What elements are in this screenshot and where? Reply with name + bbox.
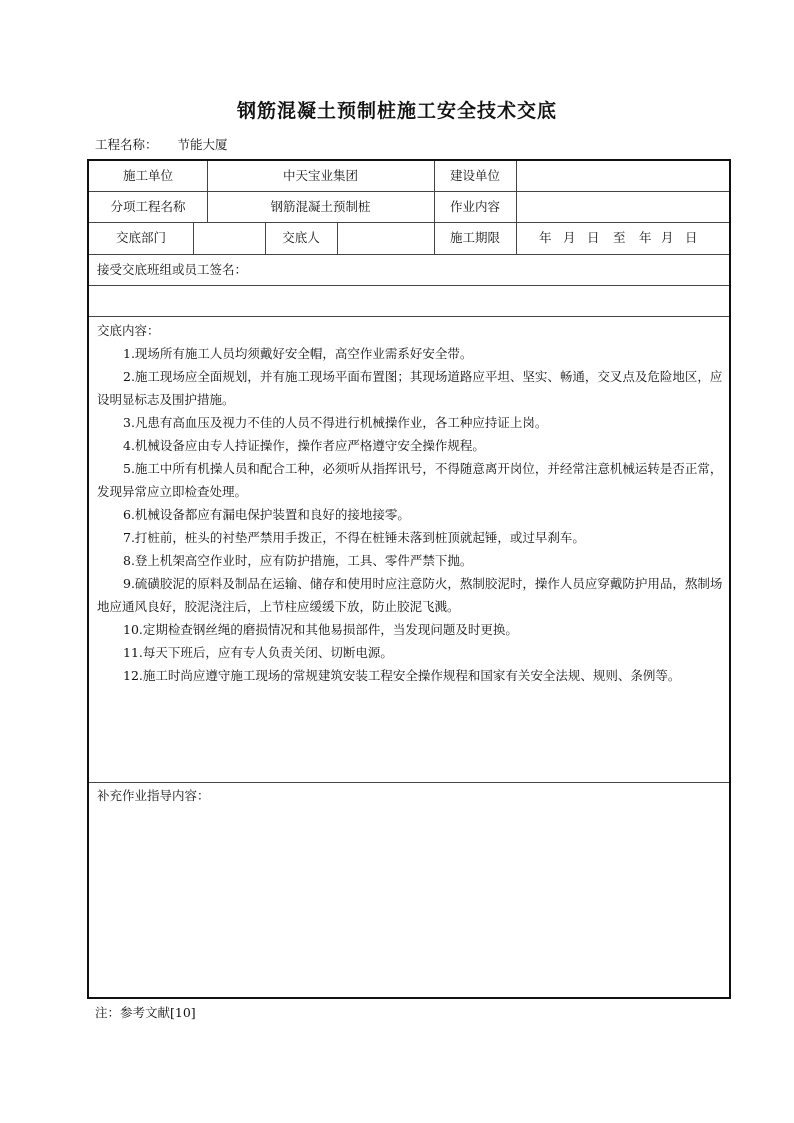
supplement-label: 补充作业指导内容： (97, 788, 210, 803)
disclosure-form-table (87, 159, 731, 999)
row-divider (89, 222, 729, 223)
content-item: 5.施工中所有机操人员和配合工种，必须听从指挥讯号，不得随意离开岗位，并经常注意机械运转是否正常，发现异常应立即检查处理。 (97, 461, 723, 499)
content-item: 9.硫磺胶泥的原料及制品在运输、储存和使用时应注意防火，熬制胶泥时，操作人员应穿戴防护用品，熬制场地应通风良好，胶泥浇注后，上节柱应缓缓下放，防止胶泥飞溅。 (97, 576, 723, 614)
signature-label: 接受交底班组或员工签名： (97, 262, 248, 277)
row-divider (89, 191, 729, 192)
period-end-year: 年 (639, 230, 652, 245)
content-item: 1.现场所有施工人员均须戴好安全帽，高空作业需系好安全带。 (123, 346, 473, 361)
content-label: 交底内容： (97, 323, 160, 338)
project-label: 工程名称： (95, 137, 158, 152)
row-divider (89, 782, 729, 783)
period-start-day: 日 (587, 230, 600, 245)
row-divider (89, 316, 729, 317)
content-item: 4.机械设备应由专人持证操作，操作者应严格遵守安全操作规程。 (123, 438, 485, 453)
footnote: 注：参考文献[10] (95, 1005, 196, 1020)
period-end-month: 月 (661, 230, 674, 245)
row-divider (89, 285, 729, 286)
work-content-label: 作业内容 (449, 199, 500, 214)
col-divider (516, 161, 517, 254)
discloser-label: 交底人 (282, 230, 320, 245)
content-item: 10.定期检查钢丝绳的磨损情况和其他易损部件，当发现问题及时更换。 (123, 622, 518, 637)
content-item: 7.打桩前，桩头的衬垫严禁用手拨正，不得在桩锤未落到桩顶就起锤，或过早刹车。 (123, 530, 585, 545)
period-start-month: 月 (563, 230, 576, 245)
content-item: 2.施工现场应全面规划，并有施工现场平面布置图；其现场道路应平坦、坚实、畅通，交叉点及危险地区，应设明显标志及围护措施。 (97, 369, 723, 407)
col-divider (193, 222, 194, 254)
content-item: 11.每天下班后，应有专人负责关闭、切断电源。 (123, 645, 393, 660)
content-item: 12.施工时尚应遵守施工现场的常规建筑安装工程安全操作规程和国家有关安全法规、规则、条例等。 (123, 668, 681, 683)
period-value (539, 224, 698, 252)
project-line (95, 135, 228, 153)
row-divider (89, 254, 729, 255)
content-item: 8.登上机架高空作业时，应有防护措施，工具、零件严禁下抛。 (123, 553, 473, 568)
sub-project-value: 钢筋混凝土预制桩 (270, 199, 371, 214)
period-start-year: 年 (539, 230, 552, 245)
owner-unit-label: 建设单位 (449, 168, 500, 183)
period-end-day: 日 (685, 230, 698, 245)
col-divider (337, 222, 338, 254)
period-to: 至 (613, 230, 626, 245)
period-label: 施工期限 (449, 230, 500, 245)
document-title: 钢筋混凝土预制桩施工安全技术交底 (236, 100, 557, 122)
disclosure-content (97, 319, 725, 687)
construction-unit-value: 中天宝业集团 (282, 168, 358, 183)
project-name: 节能大厦 (177, 137, 228, 152)
content-item: 3.凡患有高血压及视力不佳的人员不得进行机械操作业，各工种应持证上岗。 (123, 415, 548, 430)
construction-unit-label: 施工单位 (122, 168, 173, 183)
sub-project-label: 分项工程名称 (110, 199, 186, 214)
content-item: 6.机械设备都应有漏电保护装置和良好的接地接零。 (123, 507, 410, 522)
department-label: 交底部门 (115, 230, 166, 245)
